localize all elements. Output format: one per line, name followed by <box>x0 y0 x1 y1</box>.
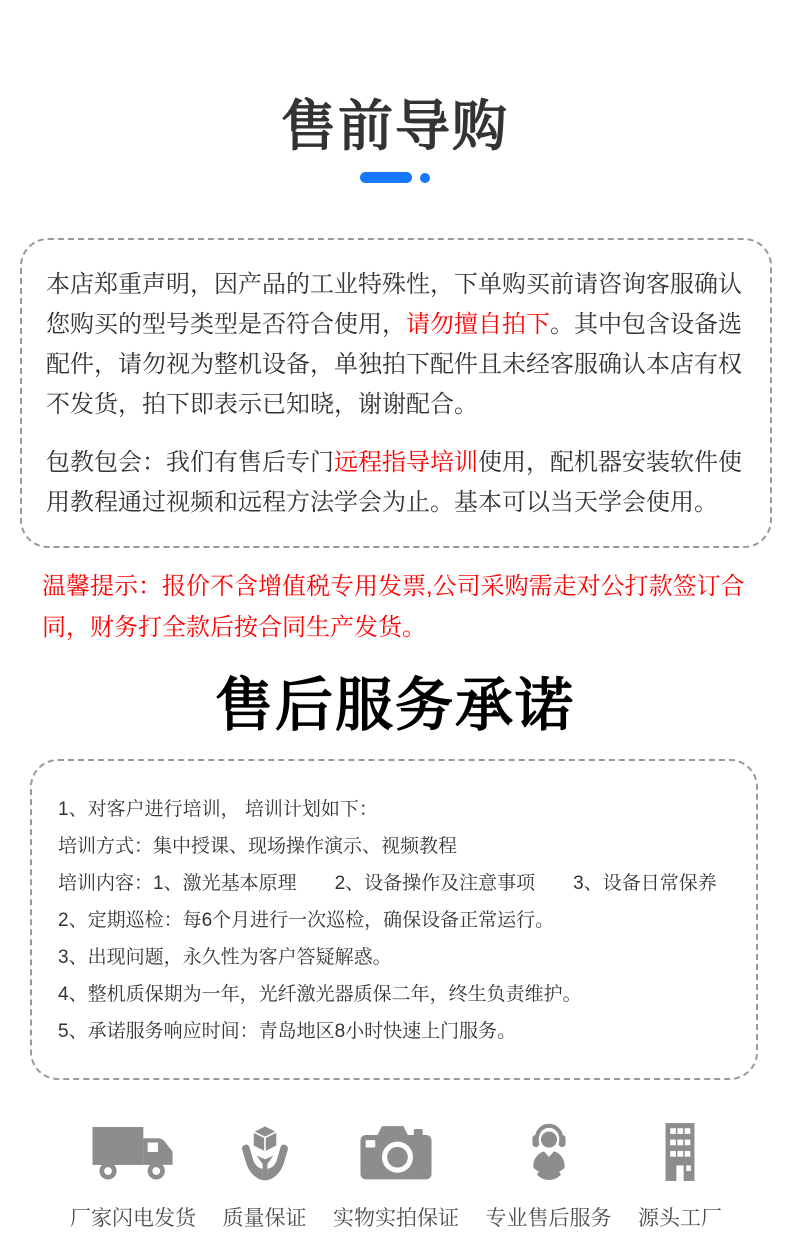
service-item: 1、对客户进行培训， 培训计划如下： <box>58 799 378 821</box>
notice-p1-warning-text: 请勿擅自拍下 <box>406 310 550 338</box>
service-item: 5、承诺服务响应时间：青岛地区8小时快速上门服务。 <box>58 1021 517 1043</box>
warm-tips-text: 温馨提示：报价不含增值税专用发票,公司采购需走对公打款签订合同，财务打全款后按合同生产发货。 <box>42 572 745 641</box>
notice-p2-highlight-text: 远程指导培训 <box>334 448 478 476</box>
feature-label: 质量保证 <box>222 1207 307 1231</box>
feature-label: 实物实拍保证 <box>333 1207 459 1231</box>
feature-row <box>0 1120 790 1232</box>
camera-icon <box>359 1120 433 1184</box>
notice-p2-text-after: 使用，配机器安装软件使用教程通过视频和远程方法学会为止。基本可以当天学会使用。 <box>46 448 742 516</box>
notice-p1-text-after: 。其中包含设备选配件，请勿视为整机设备，单独拍下配件且未经客服确认本店有权不发货，拍下即表示已知晓，谢谢配合。 <box>46 310 742 418</box>
service-item: 培训内容：1、激光基本原理 2、设备操作及注意事项 3、设备日常保养 <box>58 873 717 895</box>
feature-factory <box>638 1120 722 1232</box>
service-item: 培训方式：集中授课、现场操作演示、视频教程 <box>58 836 458 858</box>
service-item: 2、定期巡检：每6个月进行一次巡检，确保设备正常运行。 <box>58 910 555 932</box>
accent-bar <box>360 172 412 183</box>
aftersale-title: 售后服务承诺 <box>214 672 575 738</box>
service-item: 4、整机质保期为一年，光纤激光器质保二年，终生负责维护。 <box>58 984 582 1006</box>
notice-p1-text: 本店郑重声明，因产品的工业特殊性，下单购买前请咨询客服确认您购买的型号类型是否符合使用， <box>46 270 742 338</box>
headset-service-icon <box>526 1120 572 1184</box>
presale-notice-box <box>20 238 772 548</box>
truck-icon <box>89 1120 177 1184</box>
quality-hands-icon <box>235 1120 295 1184</box>
factory-building-icon <box>654 1120 706 1184</box>
accent-dot <box>420 173 430 183</box>
feature-label: 源头工厂 <box>638 1207 722 1231</box>
service-item: 3、出现问题，永久性为客户答疑解惑。 <box>58 947 392 969</box>
feature-label: 专业售后服务 <box>485 1207 612 1231</box>
feature-quality <box>223 1120 307 1232</box>
notice-paragraph-training <box>46 443 748 523</box>
notice-p2-text: 包教包会：我们有售后专门 <box>46 448 334 476</box>
feature-real-photos <box>333 1120 459 1232</box>
feature-fast-shipping <box>70 1120 196 1232</box>
aftersale-service-box <box>30 759 758 1080</box>
notice-paragraph-declaration <box>46 265 748 425</box>
presale-title: 售前导购 <box>280 95 509 157</box>
title-underline-accent <box>360 172 430 184</box>
feature-label: 厂家闪电发货 <box>70 1207 196 1231</box>
feature-aftersale-service <box>486 1120 612 1232</box>
